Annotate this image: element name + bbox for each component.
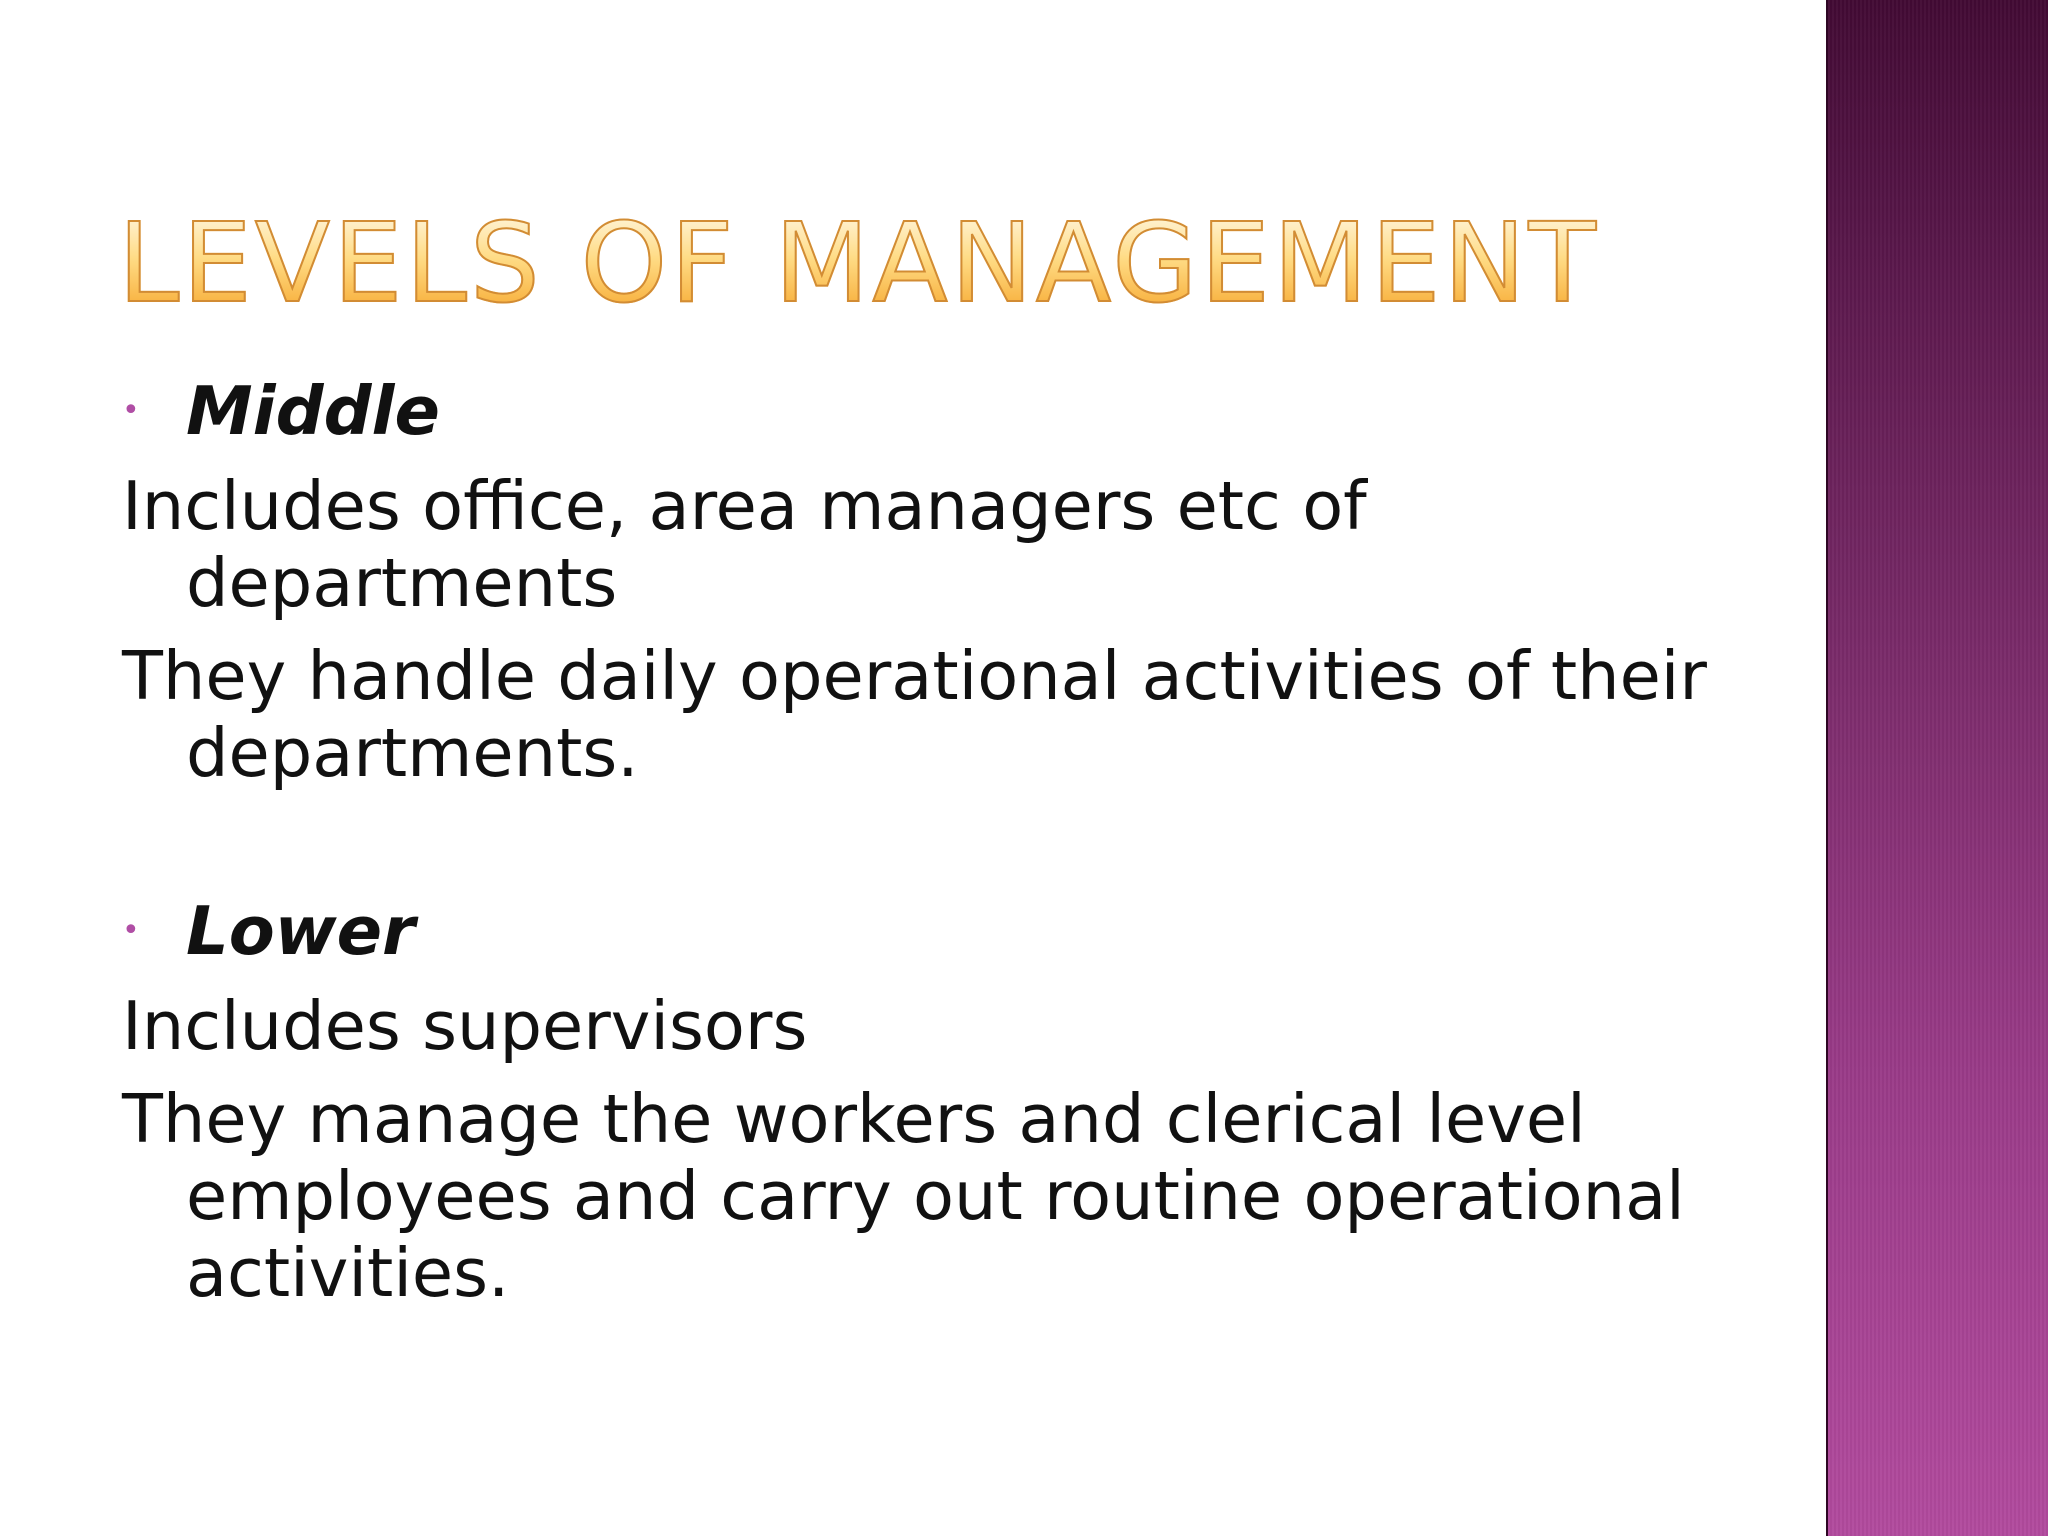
paragraph-middle-includes: Includes office, area managers etc of departments (122, 467, 1367, 622)
paragraph-middle-handle: They handle daily operational activities of their departments. (122, 637, 1707, 792)
paragraph-lower-manage: They manage the workers and clerical level employees and carry out routine operational activities. (122, 1080, 1685, 1312)
side-band-texture (1828, 0, 2048, 1536)
paragraph-lower-includes: Includes supervisors (122, 987, 808, 1065)
bullet-heading-text: Lower (186, 892, 416, 970)
slide-title: LEVELS OF MANAGEMENT (118, 199, 1599, 327)
bullet-dot-icon: • (122, 913, 140, 948)
decorative-side-band (1826, 0, 2048, 1536)
bullet-dot-icon: • (122, 393, 140, 428)
bullet-heading-lower (122, 890, 1802, 972)
bullet-heading-middle (122, 370, 1802, 452)
slide-content (122, 370, 1802, 1312)
section-spacer (122, 792, 1802, 890)
bullet-heading-text: Middle (186, 372, 440, 450)
